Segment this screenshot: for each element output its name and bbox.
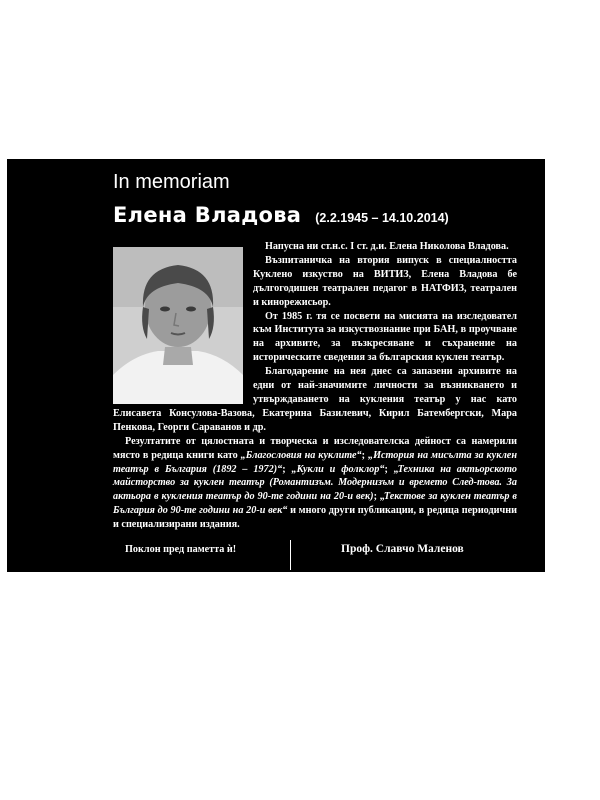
name-line (113, 203, 449, 227)
paragraph-1: Напусна ни ст.н.с. I ст. д.и. Елена Николова Владова. (265, 241, 509, 252)
separator: ; (361, 449, 368, 461)
article-body (113, 240, 517, 532)
person-name: Елена Владова (113, 203, 302, 227)
memoriam-panel (7, 159, 545, 572)
paragraph-works (113, 435, 517, 532)
separator: ; (282, 463, 292, 475)
photo-spacer (113, 240, 245, 406)
book-title: „История на мисълта за куклен театър в България (1892 – 1972)“ (113, 449, 517, 475)
footer-divider (290, 540, 291, 570)
book-title: „Текстове за куклен театър в България до 90-те години на 20-и век“ (113, 491, 517, 517)
works-outro: и много други публикации, в редица периодични и специализирани издания. (113, 505, 517, 531)
book-title: „Кукли и фолклор“ (291, 463, 385, 475)
book-title: „Техника на актьорското майсторство за куклен театър (Романтизъм. Модернизъм и времето След-това. За актьора в кукления театър до 90-те години на 20-и век) (113, 463, 517, 503)
life-dates: (2.2.1945 – 14.10.2014) (315, 211, 449, 225)
separator: ; (373, 491, 380, 503)
tribute-line: Поклон пред паметта ѝ! (125, 544, 237, 555)
paragraph-4: Благодарение на нея днес са запазени архивите на едни от най-значимите личности за възникването и утвърждаването на кукления театър у нас като Елисавета Консулова-Вазова, Екатерина Базилевич, Кирил Батембергски, Мара Пенкова, Георги Сараванов и др. (113, 366, 517, 433)
separator: ; (384, 463, 394, 475)
paragraph-3: От 1985 г. тя се посвети на мисията на изследовател към Института за изкуствознание при БАН, в проучване на архивите, за възкресяване и съхранение на историческите сведения за българския куклен театър. (253, 310, 517, 364)
book-title: „Благословия на куклите“ (240, 449, 362, 461)
author-signature: Проф. Славчо Маленов (341, 543, 464, 555)
section-title: In memoriam (113, 171, 230, 193)
paragraph-2: Възпитаничка на втория випуск в специалността Куклено изкуство на ВИТИЗ, Елена Владова бе дългогодишен театрален педагог в НАТФИЗ, театрален и кинорежисьор. (253, 254, 517, 308)
works-intro: Резултатите от цялостната и творческа и изследователска дейност са намерили място в редица книги като (113, 435, 517, 461)
